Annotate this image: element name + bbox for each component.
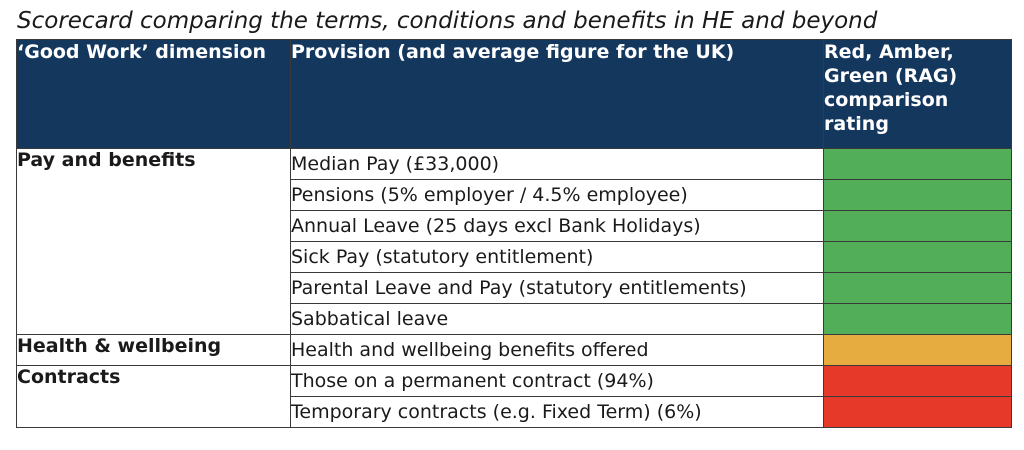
rag-amber-swatch <box>824 335 1011 365</box>
rag-green-swatch <box>824 211 1011 241</box>
provision-cell: Temporary contracts (e.g. Fixed Term) (6%) <box>291 397 824 428</box>
rating-cell <box>824 149 1012 180</box>
table-caption: Scorecard comparing the terms, conditions and benefits in HE and beyond <box>17 8 878 34</box>
rag-green-swatch <box>824 242 1011 272</box>
rag-green-swatch <box>824 149 1011 179</box>
rating-cell <box>824 180 1012 211</box>
provision-cell: Annual Leave (25 days excl Bank Holidays) <box>291 211 824 242</box>
rating-cell <box>824 273 1012 304</box>
dimension-cell: Contracts <box>17 366 291 428</box>
rag-green-swatch <box>824 180 1011 210</box>
table-row <box>17 366 1012 397</box>
rag-green-swatch <box>824 273 1011 303</box>
provision-cell: Median Pay (£33,000) <box>291 149 824 180</box>
dimension-cell: Pay and benefits <box>17 149 291 335</box>
rag-red-swatch <box>824 366 1011 396</box>
rating-cell <box>824 304 1012 335</box>
provision-cell: Parental Leave and Pay (statutory entitlements) <box>291 273 824 304</box>
provision-cell: Those on a permanent contract (94%) <box>291 366 824 397</box>
header-row <box>17 40 1012 149</box>
header-rating: Red, Amber, Green (RAG) comparison rating <box>824 40 1012 149</box>
table-row <box>17 149 1012 180</box>
table-row <box>17 335 1012 366</box>
provision-cell: Pensions (5% employer / 4.5% employee) <box>291 180 824 211</box>
rating-cell <box>824 242 1012 273</box>
header-provision: Provision (and average figure for the UK) <box>291 40 824 149</box>
rating-cell <box>824 211 1012 242</box>
provision-cell: Sick Pay (statutory entitlement) <box>291 242 824 273</box>
rating-cell <box>824 397 1012 428</box>
rating-cell <box>824 366 1012 397</box>
dimension-cell: Health & wellbeing <box>17 335 291 366</box>
rag-red-swatch <box>824 397 1011 427</box>
header-dimension: ‘Good Work’ dimension <box>17 40 291 149</box>
provision-cell: Sabbatical leave <box>291 304 824 335</box>
rating-cell <box>824 335 1012 366</box>
scorecard-table <box>16 39 1012 428</box>
provision-cell: Health and wellbeing benefits offered <box>291 335 824 366</box>
rag-green-swatch <box>824 304 1011 334</box>
